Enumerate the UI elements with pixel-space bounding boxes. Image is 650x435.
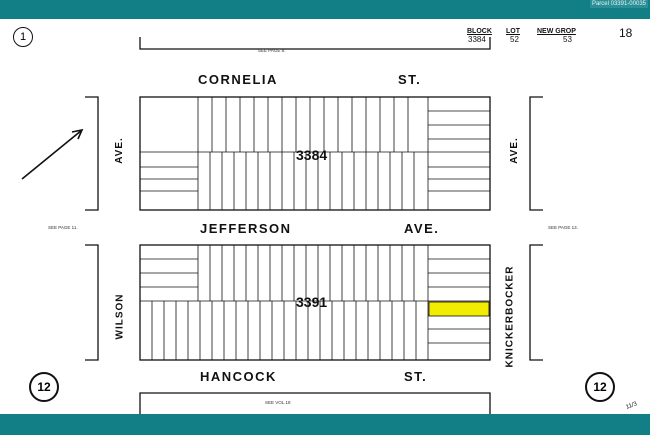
corner-mark: 11/3 xyxy=(625,401,638,411)
highlighted-lot[interactable] xyxy=(429,302,489,316)
see-page-top: SEE PAGE 8. xyxy=(258,48,286,53)
see-page-left: SEE PAGE 11. xyxy=(48,225,78,230)
block-number-upper: 3384 xyxy=(296,147,328,163)
street-hancock: HANCOCK xyxy=(200,369,277,384)
new-grop-value: 53 xyxy=(563,35,572,44)
street-jefferson-suffix: AVE. xyxy=(404,221,440,236)
street-knickerbocker: KNICKERBOCKER xyxy=(504,265,516,368)
lot-value: 52 xyxy=(510,35,519,44)
page-circle-right: 12 xyxy=(585,372,615,402)
lot-label: LOT xyxy=(506,28,520,35)
page-circle-top: 1 xyxy=(13,27,33,47)
parcel-id: Parcel 03391-00035 xyxy=(591,1,646,7)
block-value: 3384 xyxy=(468,35,486,44)
street-hancock-suffix: ST. xyxy=(404,369,428,384)
new-grop-label: NEW GROP xyxy=(537,28,576,35)
street-cornelia-suffix: ST. xyxy=(398,72,422,87)
tax-map-sheet xyxy=(0,19,650,414)
street-wilson: WILSON xyxy=(114,293,126,340)
bottom-bar xyxy=(0,414,650,435)
street-cornelia: CORNELIA xyxy=(198,72,278,87)
block-label: BLOCK xyxy=(467,28,492,35)
street-wilson-ave: AVE. xyxy=(113,137,125,164)
street-knickerbocker-ave: AVE. xyxy=(508,137,520,164)
map-lines xyxy=(0,19,650,414)
street-jefferson: JEFFERSON xyxy=(200,221,292,236)
see-page-bottom: SEE VOL.18 xyxy=(265,400,291,405)
sheet-number: 18 xyxy=(619,26,633,40)
page-circle-left: 12 xyxy=(29,372,59,402)
block-number-lower: 3391 xyxy=(296,294,328,310)
see-page-right: SEE PAGE 13. xyxy=(548,225,578,230)
top-bar xyxy=(0,0,650,19)
